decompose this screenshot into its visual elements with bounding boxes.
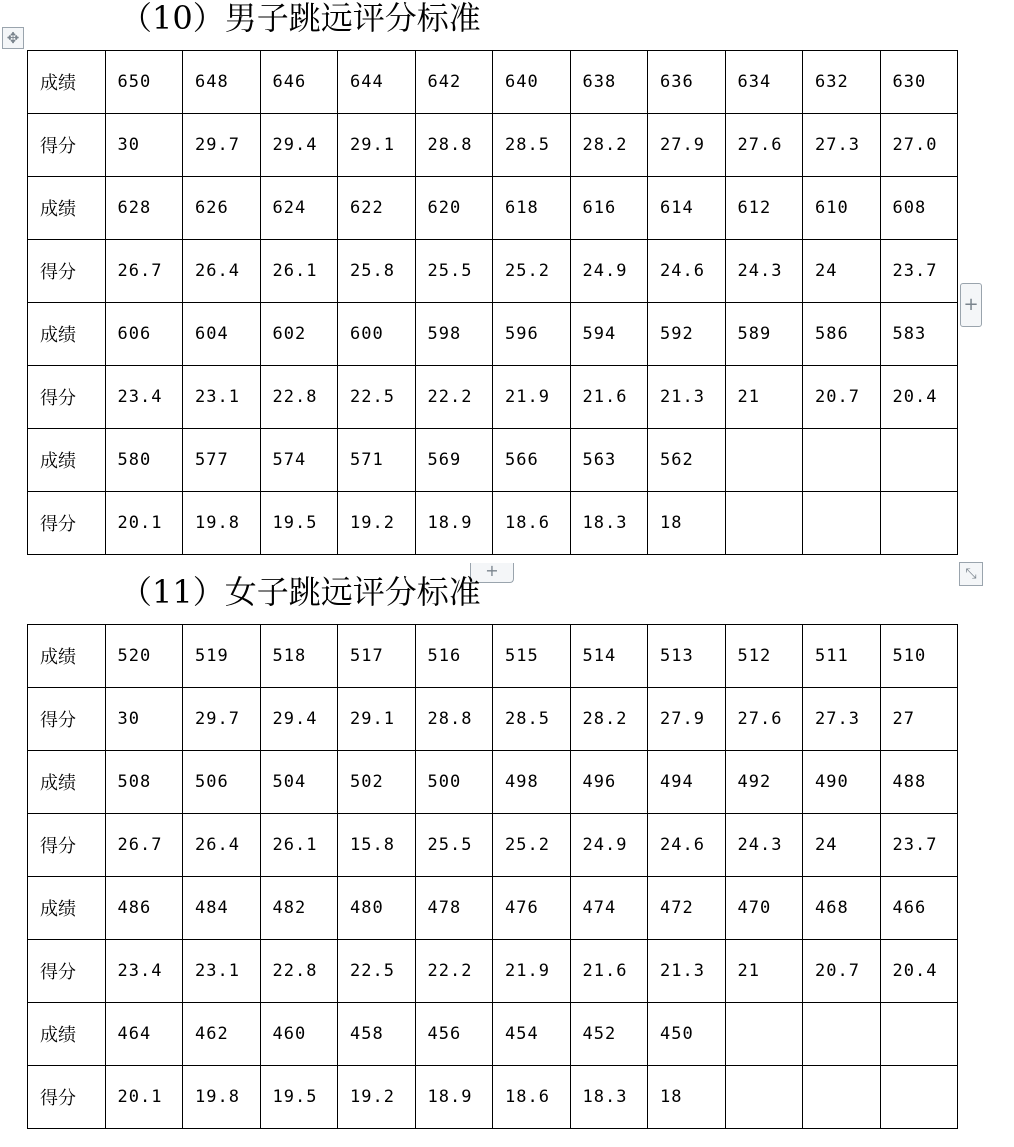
table-cell[interactable]: 21: [725, 940, 803, 1003]
table-cell[interactable]: 21.3: [648, 366, 726, 429]
table-cell[interactable]: 502: [338, 751, 416, 814]
table-cell[interactable]: [803, 492, 881, 555]
row-label-cell[interactable]: 得分: [28, 1066, 106, 1129]
table-cell[interactable]: 466: [880, 877, 958, 940]
male-long-jump-title: （10）男子跳远评分标准: [120, 0, 481, 37]
table-cell[interactable]: 470: [725, 877, 803, 940]
row-label-cell[interactable]: 得分: [28, 240, 106, 303]
table-cell[interactable]: 18.9: [415, 1066, 493, 1129]
table-cell[interactable]: 25.5: [415, 814, 493, 877]
table-cell[interactable]: 478: [415, 877, 493, 940]
table-cell[interactable]: 27.9: [648, 688, 726, 751]
table-cell[interactable]: 24: [803, 814, 881, 877]
table-cell[interactable]: 19.5: [260, 492, 338, 555]
table-cell[interactable]: 616: [570, 177, 648, 240]
table-cell[interactable]: 571: [338, 429, 416, 492]
table-cell[interactable]: 577: [183, 429, 261, 492]
row-label-cell[interactable]: 得分: [28, 114, 106, 177]
table-cell[interactable]: 608: [880, 177, 958, 240]
table-cell[interactable]: 24.6: [648, 814, 726, 877]
table-cell[interactable]: 454: [493, 1003, 571, 1066]
table-cell[interactable]: 628: [105, 177, 183, 240]
table-cell[interactable]: 22.5: [338, 940, 416, 1003]
table-cell[interactable]: 28.8: [415, 114, 493, 177]
table-cell[interactable]: 23.1: [183, 940, 261, 1003]
table-cell[interactable]: 646: [260, 51, 338, 114]
table-cell[interactable]: 22.5: [338, 366, 416, 429]
table-cell[interactable]: 612: [725, 177, 803, 240]
table-move-handle-icon[interactable]: ✥: [2, 27, 24, 49]
row-label-cell[interactable]: 得分: [28, 688, 106, 751]
table-cell[interactable]: [880, 492, 958, 555]
table-cell[interactable]: 27.6: [725, 114, 803, 177]
table-cell[interactable]: 450: [648, 1003, 726, 1066]
table-cell[interactable]: 514: [570, 625, 648, 688]
table-row: [28, 114, 958, 177]
table-row: [28, 751, 958, 814]
table-row: [28, 625, 958, 688]
table-cell[interactable]: 563: [570, 429, 648, 492]
table-row: [28, 1066, 958, 1129]
table-cell[interactable]: 500: [415, 751, 493, 814]
table-cell[interactable]: 25.2: [493, 814, 571, 877]
female-long-jump-title: （11）女子跳远评分标准: [120, 573, 481, 611]
table-cell[interactable]: 24: [803, 240, 881, 303]
table-cell[interactable]: [880, 429, 958, 492]
table-cell[interactable]: 18.3: [570, 492, 648, 555]
table-cell[interactable]: 20.1: [105, 1066, 183, 1129]
table-cell[interactable]: 644: [338, 51, 416, 114]
table-cell[interactable]: 30: [105, 114, 183, 177]
table-cell[interactable]: 29.1: [338, 114, 416, 177]
table-cell[interactable]: 27.6: [725, 688, 803, 751]
row-label-cell[interactable]: 成绩: [28, 51, 106, 114]
table-cell[interactable]: 511: [803, 625, 881, 688]
table-cell[interactable]: 26.1: [260, 240, 338, 303]
table-cell[interactable]: 18.3: [570, 1066, 648, 1129]
table-cell[interactable]: 25.2: [493, 240, 571, 303]
table-cell[interactable]: 594: [570, 303, 648, 366]
add-row-button[interactable]: +: [470, 563, 514, 583]
table-cell[interactable]: 586: [803, 303, 881, 366]
table-cell[interactable]: 29.7: [183, 114, 261, 177]
table-row: [28, 303, 958, 366]
table-row: [28, 1003, 958, 1066]
table-cell[interactable]: 496: [570, 751, 648, 814]
table-cell[interactable]: 562: [648, 429, 726, 492]
table-cell[interactable]: 24.3: [725, 240, 803, 303]
table-cell[interactable]: 480: [338, 877, 416, 940]
table-cell[interactable]: 506: [183, 751, 261, 814]
table-cell[interactable]: 20.1: [105, 492, 183, 555]
table-cell[interactable]: 634: [725, 51, 803, 114]
table-cell[interactable]: 23.7: [880, 240, 958, 303]
table-cell[interactable]: 20.4: [880, 940, 958, 1003]
table-cell[interactable]: 513: [648, 625, 726, 688]
table-cell[interactable]: 638: [570, 51, 648, 114]
table-cell[interactable]: 490: [803, 751, 881, 814]
table-cell[interactable]: 512: [725, 625, 803, 688]
table-cell[interactable]: 23.7: [880, 814, 958, 877]
table-cell[interactable]: 24.6: [648, 240, 726, 303]
table-cell[interactable]: 606: [105, 303, 183, 366]
table-cell[interactable]: 486: [105, 877, 183, 940]
table-row: [28, 366, 958, 429]
table-cell[interactable]: 566: [493, 429, 571, 492]
table-row: [28, 688, 958, 751]
table-cell[interactable]: 26.4: [183, 814, 261, 877]
table-cell[interactable]: [880, 1066, 958, 1129]
table-cell[interactable]: 604: [183, 303, 261, 366]
table-cell[interactable]: 28.2: [570, 114, 648, 177]
table-cell[interactable]: 29.7: [183, 688, 261, 751]
table-cell[interactable]: 24.9: [570, 240, 648, 303]
table-cell[interactable]: 452: [570, 1003, 648, 1066]
row-label-cell[interactable]: 得分: [28, 366, 106, 429]
table-cell[interactable]: 21.9: [493, 940, 571, 1003]
table-resize-handle-icon[interactable]: ⤡: [959, 562, 983, 586]
table-cell[interactable]: 22.8: [260, 940, 338, 1003]
table-cell[interactable]: 26.7: [105, 814, 183, 877]
table-cell[interactable]: 18: [648, 492, 726, 555]
table-cell[interactable]: 456: [415, 1003, 493, 1066]
table-cell[interactable]: 510: [880, 625, 958, 688]
table-cell[interactable]: 18.6: [493, 492, 571, 555]
table-cell[interactable]: 460: [260, 1003, 338, 1066]
table-cell[interactable]: 23.1: [183, 366, 261, 429]
table-cell[interactable]: 29.4: [260, 114, 338, 177]
table-cell[interactable]: 474: [570, 877, 648, 940]
table-cell[interactable]: 28.2: [570, 688, 648, 751]
table-cell[interactable]: 650: [105, 51, 183, 114]
table-cell[interactable]: 25.8: [338, 240, 416, 303]
table-cell[interactable]: 23.4: [105, 366, 183, 429]
table-cell[interactable]: 27.0: [880, 114, 958, 177]
table-cell[interactable]: 24.9: [570, 814, 648, 877]
row-label-cell[interactable]: 成绩: [28, 751, 106, 814]
table-cell[interactable]: 574: [260, 429, 338, 492]
table-cell[interactable]: 29.1: [338, 688, 416, 751]
table-cell[interactable]: 28.5: [493, 688, 571, 751]
table-cell[interactable]: [725, 492, 803, 555]
table-cell[interactable]: [725, 1003, 803, 1066]
table-row: [28, 492, 958, 555]
female-long-jump-table: [27, 624, 958, 1129]
table-cell[interactable]: 464: [105, 1003, 183, 1066]
table-row: [28, 814, 958, 877]
table-row: [28, 940, 958, 1003]
table-cell[interactable]: 488: [880, 751, 958, 814]
table-cell[interactable]: 492: [725, 751, 803, 814]
table-cell[interactable]: 21.3: [648, 940, 726, 1003]
table-row: [28, 177, 958, 240]
table-cell[interactable]: [880, 1003, 958, 1066]
row-label-cell[interactable]: 成绩: [28, 429, 106, 492]
row-label-cell[interactable]: 成绩: [28, 303, 106, 366]
table-cell[interactable]: 580: [105, 429, 183, 492]
row-label-cell[interactable]: 成绩: [28, 177, 106, 240]
table-cell[interactable]: 508: [105, 751, 183, 814]
table-cell[interactable]: 626: [183, 177, 261, 240]
table-row: [28, 429, 958, 492]
table-cell[interactable]: 20.7: [803, 366, 881, 429]
table-row: [28, 240, 958, 303]
table-cell[interactable]: 29.4: [260, 688, 338, 751]
table-cell[interactable]: 624: [260, 177, 338, 240]
table-cell[interactable]: 22.8: [260, 366, 338, 429]
table-cell[interactable]: 19.8: [183, 492, 261, 555]
table-cell[interactable]: 589: [725, 303, 803, 366]
male-long-jump-table: [27, 50, 958, 555]
table-cell[interactable]: 583: [880, 303, 958, 366]
table-cell[interactable]: 18.9: [415, 492, 493, 555]
table-cell[interactable]: 618: [493, 177, 571, 240]
table-cell[interactable]: 620: [415, 177, 493, 240]
row-label-cell[interactable]: 成绩: [28, 625, 106, 688]
table-cell[interactable]: 21.6: [570, 940, 648, 1003]
table-cell[interactable]: 636: [648, 51, 726, 114]
table-cell[interactable]: 630: [880, 51, 958, 114]
table-cell[interactable]: [803, 429, 881, 492]
table-cell[interactable]: 18: [648, 1066, 726, 1129]
table-cell[interactable]: 640: [493, 51, 571, 114]
table-cell[interactable]: 632: [803, 51, 881, 114]
table-cell[interactable]: 458: [338, 1003, 416, 1066]
table-cell[interactable]: 598: [415, 303, 493, 366]
table-cell[interactable]: 519: [183, 625, 261, 688]
add-column-button[interactable]: +: [960, 283, 982, 327]
table-cell[interactable]: 27.3: [803, 114, 881, 177]
table-cell[interactable]: 518: [260, 625, 338, 688]
table-cell[interactable]: 19.2: [338, 492, 416, 555]
table-cell[interactable]: [803, 1066, 881, 1129]
row-label-cell[interactable]: 得分: [28, 814, 106, 877]
table-cell[interactable]: 20.4: [880, 366, 958, 429]
table-cell[interactable]: 27: [880, 688, 958, 751]
table-cell[interactable]: 610: [803, 177, 881, 240]
table-cell[interactable]: 27.9: [648, 114, 726, 177]
table-cell[interactable]: 642: [415, 51, 493, 114]
table-cell[interactable]: 468: [803, 877, 881, 940]
table-cell[interactable]: [725, 1066, 803, 1129]
table-cell[interactable]: 520: [105, 625, 183, 688]
table-cell[interactable]: 26.7: [105, 240, 183, 303]
table-cell[interactable]: 15.8: [338, 814, 416, 877]
table-cell[interactable]: 21: [725, 366, 803, 429]
table-row: [28, 877, 958, 940]
table-cell[interactable]: 569: [415, 429, 493, 492]
table-cell[interactable]: 19.8: [183, 1066, 261, 1129]
row-label-cell[interactable]: 成绩: [28, 877, 106, 940]
table-cell[interactable]: 622: [338, 177, 416, 240]
table-cell[interactable]: 515: [493, 625, 571, 688]
table-cell[interactable]: 21.6: [570, 366, 648, 429]
table-cell[interactable]: 21.9: [493, 366, 571, 429]
table-cell[interactable]: 26.1: [260, 814, 338, 877]
table-cell[interactable]: 600: [338, 303, 416, 366]
table-cell[interactable]: 24.3: [725, 814, 803, 877]
row-label-cell[interactable]: 得分: [28, 492, 106, 555]
table-cell[interactable]: 22.2: [415, 940, 493, 1003]
table-cell[interactable]: 27.3: [803, 688, 881, 751]
row-label-cell[interactable]: 成绩: [28, 1003, 106, 1066]
table-cell[interactable]: 26.4: [183, 240, 261, 303]
table-cell[interactable]: 516: [415, 625, 493, 688]
table-cell[interactable]: 494: [648, 751, 726, 814]
table-row: [28, 51, 958, 114]
table-cell[interactable]: 25.5: [415, 240, 493, 303]
table-cell[interactable]: 18.6: [493, 1066, 571, 1129]
table-cell[interactable]: 19.5: [260, 1066, 338, 1129]
table-cell[interactable]: 482: [260, 877, 338, 940]
table-cell[interactable]: 498: [493, 751, 571, 814]
table-cell[interactable]: 20.7: [803, 940, 881, 1003]
table-cell[interactable]: 28.8: [415, 688, 493, 751]
table-cell[interactable]: 596: [493, 303, 571, 366]
table-cell[interactable]: 23.4: [105, 940, 183, 1003]
table-cell[interactable]: 484: [183, 877, 261, 940]
table-cell[interactable]: 648: [183, 51, 261, 114]
table-cell[interactable]: 462: [183, 1003, 261, 1066]
table-cell[interactable]: 30: [105, 688, 183, 751]
row-label-cell[interactable]: 得分: [28, 940, 106, 1003]
table-cell[interactable]: 472: [648, 877, 726, 940]
table-cell[interactable]: 28.5: [493, 114, 571, 177]
table-cell[interactable]: 504: [260, 751, 338, 814]
table-cell[interactable]: [803, 1003, 881, 1066]
table-cell[interactable]: 517: [338, 625, 416, 688]
table-cell[interactable]: 592: [648, 303, 726, 366]
table-cell[interactable]: 614: [648, 177, 726, 240]
table-cell[interactable]: 476: [493, 877, 571, 940]
table-cell[interactable]: 602: [260, 303, 338, 366]
table-cell[interactable]: 19.2: [338, 1066, 416, 1129]
table-cell[interactable]: [725, 429, 803, 492]
table-cell[interactable]: 22.2: [415, 366, 493, 429]
